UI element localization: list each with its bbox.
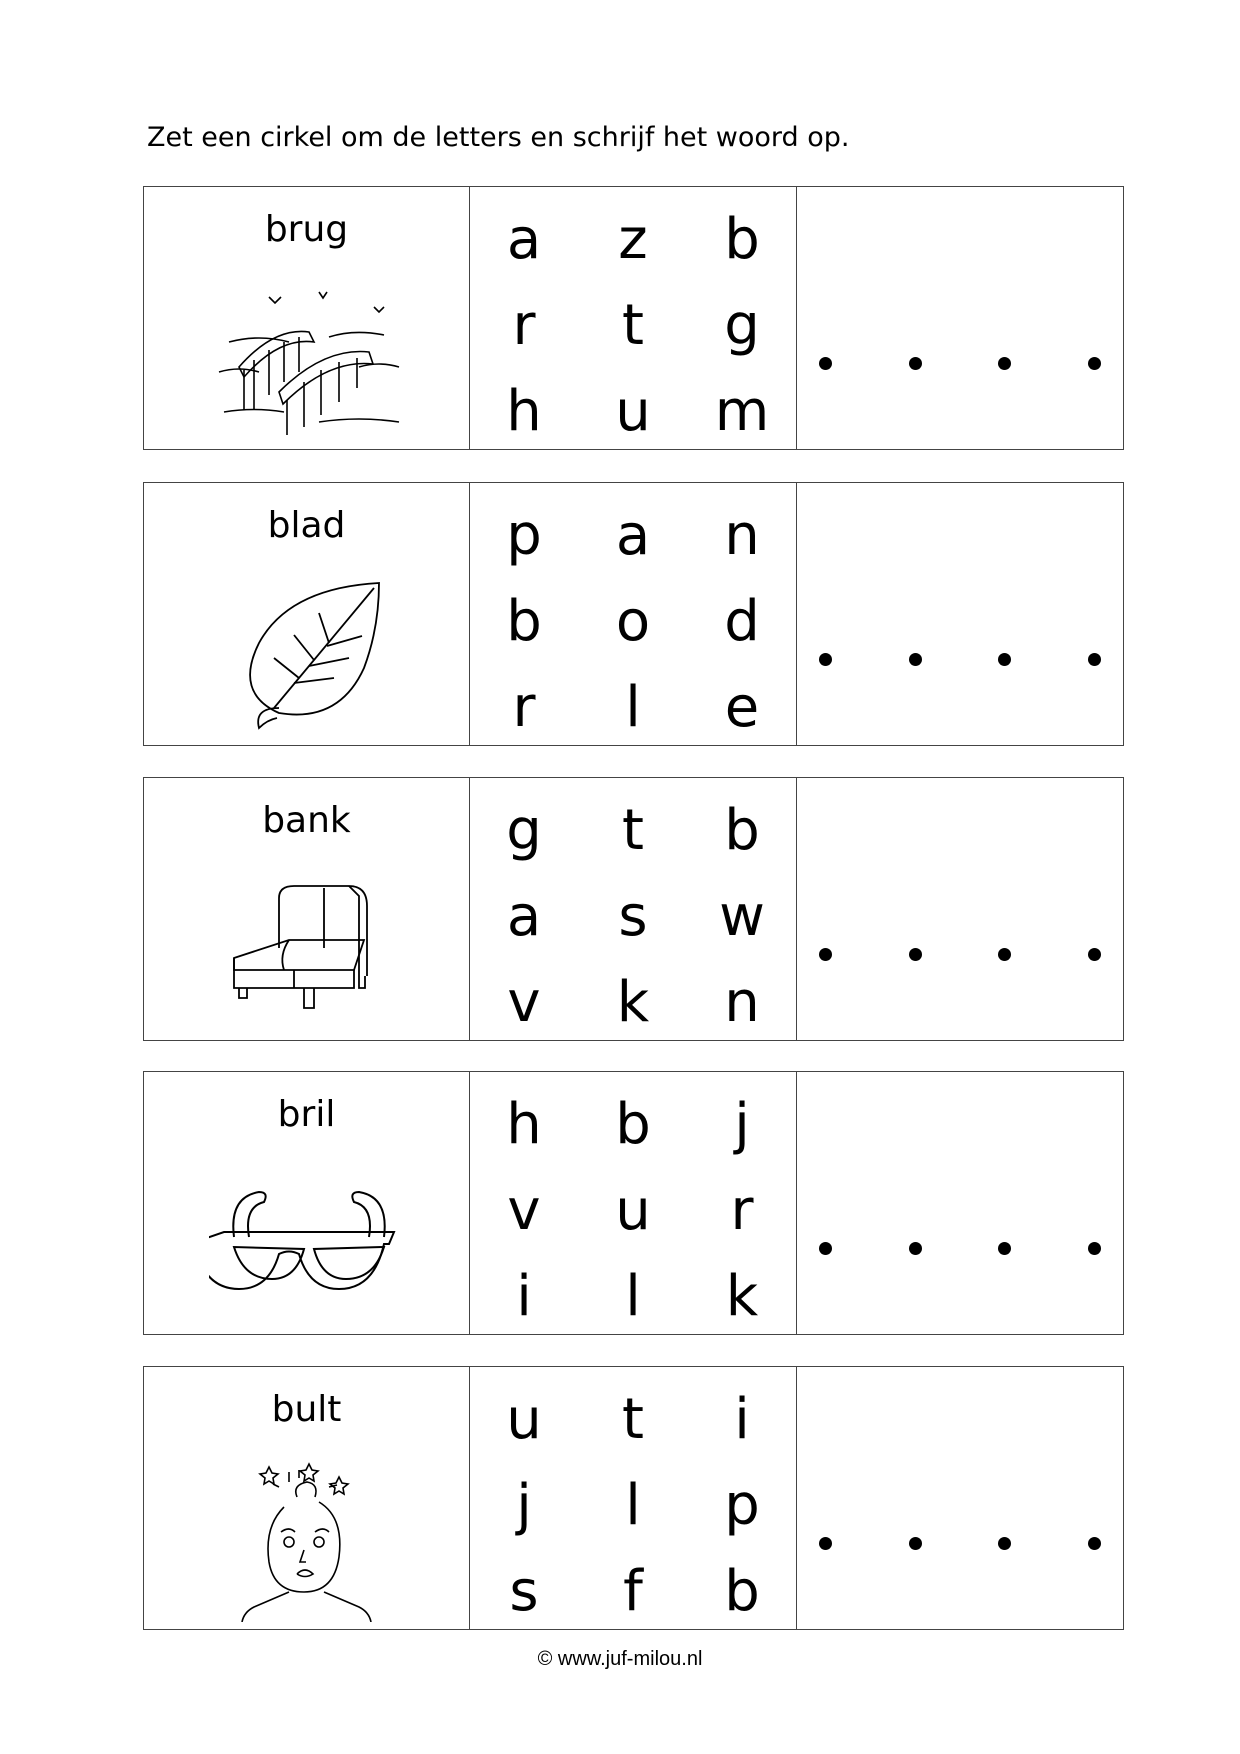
leaf-icon xyxy=(209,578,409,738)
letter-option[interactable]: h xyxy=(506,1092,542,1157)
letter-option[interactable]: v xyxy=(507,1178,541,1243)
letter-option[interactable]: t xyxy=(622,293,644,358)
letter-option[interactable]: a xyxy=(506,207,542,272)
letter-option[interactable]: s xyxy=(509,1559,539,1624)
target-word: bult xyxy=(271,1389,342,1430)
word-cell xyxy=(144,1072,470,1334)
answer-dot xyxy=(1088,1242,1101,1255)
answer-dot xyxy=(1088,653,1101,666)
letter-option[interactable]: r xyxy=(512,675,536,740)
answer-dot xyxy=(909,653,922,666)
letter-grid-cell xyxy=(470,483,797,745)
answer-dot xyxy=(1088,948,1101,961)
answer-dot xyxy=(909,948,922,961)
answer-dot xyxy=(819,948,832,961)
letter-option[interactable]: t xyxy=(622,798,644,863)
word-cell xyxy=(144,778,470,1040)
answer-dot xyxy=(1088,1537,1101,1550)
letter-option[interactable]: w xyxy=(719,884,765,949)
answer-dot xyxy=(819,357,832,370)
answer-dots xyxy=(819,357,1101,370)
answer-dot xyxy=(998,948,1011,961)
letter-option[interactable]: g xyxy=(724,293,760,358)
letter-option[interactable]: b xyxy=(724,798,760,863)
answer-dot xyxy=(819,653,832,666)
letter-option[interactable]: f xyxy=(623,1559,643,1624)
letter-grid-cell xyxy=(470,1072,797,1334)
copyright-footer: © www.juf-milou.nl xyxy=(537,1648,703,1670)
answer-cell[interactable] xyxy=(797,1072,1123,1334)
answer-dot xyxy=(1088,357,1101,370)
exercise-row xyxy=(143,777,1124,1041)
letter-option[interactable]: r xyxy=(730,1178,754,1243)
letter-option[interactable]: n xyxy=(724,503,760,568)
letter-option[interactable]: n xyxy=(724,970,760,1035)
letter-option[interactable]: l xyxy=(625,1473,641,1538)
exercise-row xyxy=(143,1071,1124,1335)
letter-option[interactable]: k xyxy=(725,1264,759,1329)
letter-option[interactable]: a xyxy=(506,884,542,949)
bump-head-icon xyxy=(209,1462,409,1622)
letter-grid-cell xyxy=(470,1367,797,1629)
letter-grid xyxy=(470,1377,796,1635)
letter-option[interactable]: j xyxy=(516,1473,532,1538)
answer-dot xyxy=(909,357,922,370)
letter-option[interactable]: u xyxy=(615,379,651,444)
letter-option[interactable]: a xyxy=(615,503,651,568)
letter-option[interactable]: e xyxy=(724,675,760,740)
letter-option[interactable]: l xyxy=(625,675,641,740)
sofa-icon xyxy=(209,873,409,1033)
word-cell xyxy=(144,1367,470,1629)
letter-option[interactable]: r xyxy=(512,293,536,358)
letter-option[interactable]: j xyxy=(734,1092,750,1157)
word-cell xyxy=(144,483,470,745)
letter-option[interactable]: p xyxy=(724,1473,760,1538)
exercise-row xyxy=(143,482,1124,746)
letter-option[interactable]: u xyxy=(506,1387,542,1452)
letter-option[interactable]: b xyxy=(615,1092,651,1157)
answer-cell[interactable] xyxy=(797,1367,1123,1629)
letter-option[interactable]: k xyxy=(616,970,650,1035)
letter-grid xyxy=(470,493,796,751)
answer-dot xyxy=(998,653,1011,666)
letter-option[interactable]: i xyxy=(734,1387,750,1452)
letter-option[interactable]: i xyxy=(516,1264,532,1329)
instruction-text: Zet een cirkel om de letters en schrijf het woord op. xyxy=(147,122,850,153)
answer-dots xyxy=(819,653,1101,666)
letter-option[interactable]: u xyxy=(615,1178,651,1243)
answer-dot xyxy=(998,357,1011,370)
letter-grid xyxy=(470,788,796,1046)
letter-grid xyxy=(470,197,796,455)
answer-dots xyxy=(819,1537,1101,1550)
letter-option[interactable]: h xyxy=(506,379,542,444)
answer-cell[interactable] xyxy=(797,778,1123,1040)
letter-option[interactable]: s xyxy=(618,884,648,949)
letter-option[interactable]: t xyxy=(622,1387,644,1452)
letter-grid-cell xyxy=(470,778,797,1040)
letter-option[interactable]: l xyxy=(625,1264,641,1329)
letter-option[interactable]: v xyxy=(507,970,541,1035)
letter-option[interactable]: d xyxy=(724,589,760,654)
letter-grid-cell xyxy=(470,187,797,449)
target-word: blad xyxy=(267,505,346,546)
word-cell xyxy=(144,187,470,449)
letter-option[interactable]: z xyxy=(618,207,648,272)
target-word: bank xyxy=(262,800,351,841)
letter-option[interactable]: p xyxy=(506,503,542,568)
exercise-row xyxy=(143,186,1124,450)
answer-cell[interactable] xyxy=(797,483,1123,745)
exercise-row xyxy=(143,1366,1124,1630)
answer-dot xyxy=(909,1537,922,1550)
answer-dots xyxy=(819,948,1101,961)
bridge-icon xyxy=(209,282,409,442)
answer-dot xyxy=(819,1537,832,1550)
glasses-icon xyxy=(209,1167,409,1327)
letter-option[interactable]: b xyxy=(506,589,542,654)
letter-option[interactable]: b xyxy=(724,1559,760,1624)
letter-option[interactable]: o xyxy=(615,589,651,654)
answer-dot xyxy=(998,1242,1011,1255)
target-word: brug xyxy=(264,209,349,250)
answer-dots xyxy=(819,1242,1101,1255)
answer-dot xyxy=(998,1537,1011,1550)
target-word: bril xyxy=(277,1094,336,1135)
answer-dot xyxy=(819,1242,832,1255)
answer-dot xyxy=(909,1242,922,1255)
letter-grid xyxy=(470,1082,796,1340)
letter-option[interactable]: g xyxy=(506,798,542,863)
letter-option[interactable]: b xyxy=(724,207,760,272)
letter-option[interactable]: m xyxy=(714,379,770,444)
answer-cell[interactable] xyxy=(797,187,1123,449)
